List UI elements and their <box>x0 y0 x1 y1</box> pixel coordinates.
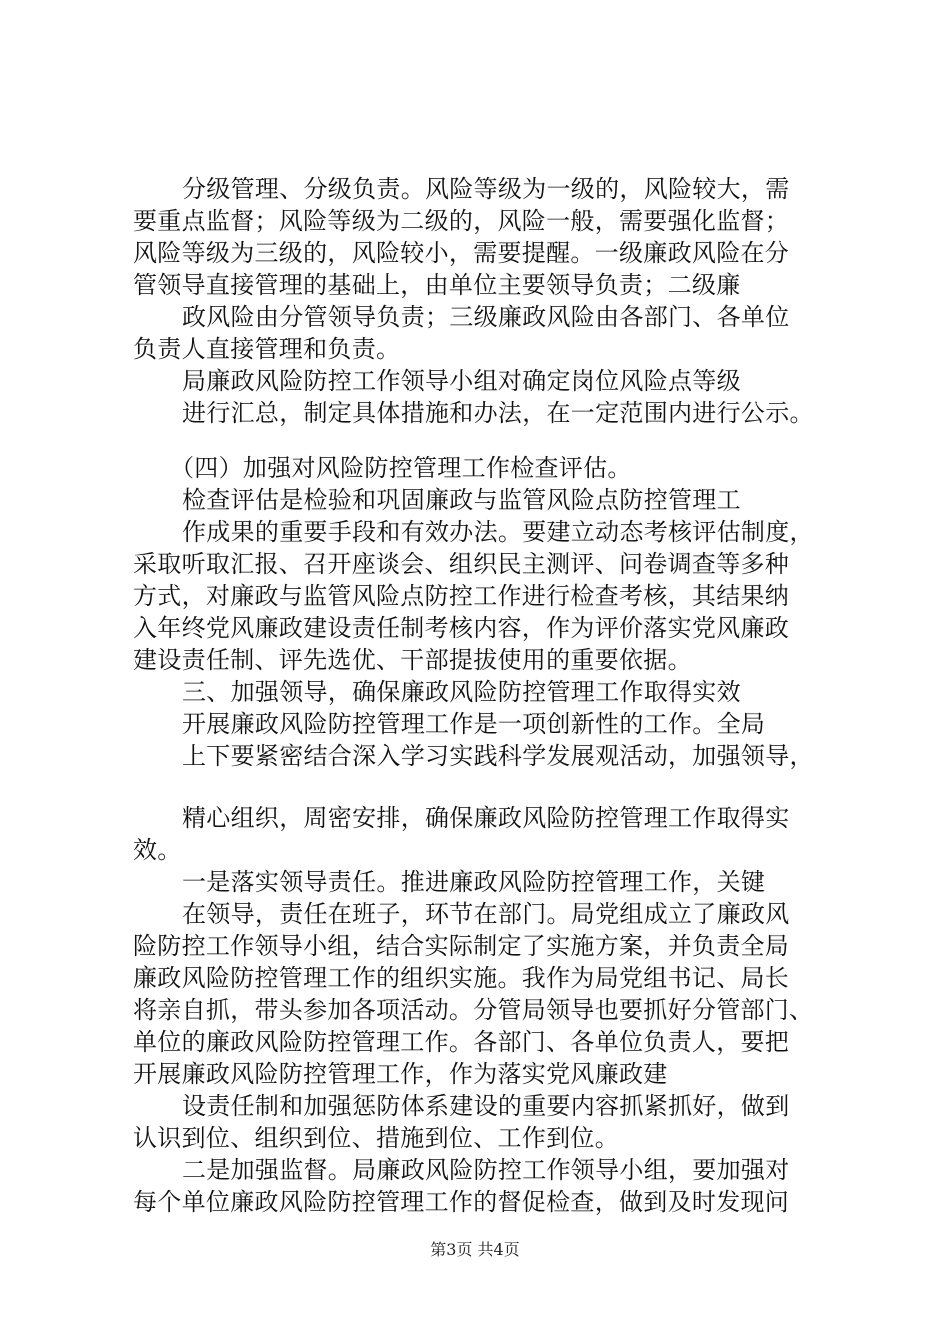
text-line: 风险等级为三级的，风险较小，需要提醒。一级廉政风险在分 <box>133 239 790 267</box>
text-line: 建设责任制、评先选优、干部提拔使用的重要依据。 <box>133 646 692 674</box>
text-line: 方式，对廉政与监管风险点防控工作进行检查考核，其结果纳 <box>133 582 790 610</box>
text-line: 入年终党风廉政建设责任制考核内容，作为评价落实党风廉政 <box>133 614 790 642</box>
section-heading: 三、加强领导，确保廉政风险防控管理工作取得实效 <box>182 678 741 706</box>
text-line: 开展廉政风险防控管理工作是一项创新性的工作。全局 <box>182 710 766 738</box>
text-line: 上下要紧密结合深入学习实践科学发展观活动，加强领导， <box>182 742 814 770</box>
text-line: 作成果的重要手段和有效办法。要建立动态考核评估制度， <box>182 518 814 546</box>
text-line: 设责任制和加强惩防体系建设的重要内容抓紧抓好，做到 <box>182 1092 790 1120</box>
page-number-footer: 第3页 共4页 <box>430 1240 520 1259</box>
text-line: 二是加强监督。局廉政风险防控工作领导小组，要加强对 <box>182 1156 790 1184</box>
text-line: 一是落实领导责任。推进廉政风险防控管理工作，关键 <box>182 868 766 896</box>
text-line: 分级管理、分级负责。风险等级为一级的，风险较大，需 <box>182 175 790 203</box>
text-line: 局廉政风险防控工作领导小组对确定岗位风险点等级 <box>182 367 741 395</box>
text-line: 认识到位、组织到位、措施到位、工作到位。 <box>133 1124 619 1152</box>
text-line: 精心组织，周密安排，确保廉政风险防控管理工作取得实 <box>182 804 790 832</box>
text-line: 廉政风险防控管理工作的组织实施。我作为局党组书记、局长 <box>133 964 790 992</box>
text-line: 开展廉政风险防控管理工作，作为落实党风廉政建 <box>133 1060 668 1088</box>
section-heading: （四）加强对风险防控管理工作检查评估。 <box>170 454 632 482</box>
text-line: 险防控工作领导小组，结合实际制定了实施方案，并负责全局 <box>133 932 790 960</box>
text-line: 管领导直接管理的基础上，由单位主要领导负责；二级廉 <box>133 271 741 299</box>
text-line: 将亲自抓，带头参加各项活动。分管局领导也要抓好分管部门、 <box>133 996 814 1024</box>
text-line: 要重点监督；风险等级为二级的，风险一般，需要强化监督； <box>133 207 790 235</box>
text-line: 采取听取汇报、召开座谈会、组织民主测评、问卷调查等多种 <box>133 550 790 578</box>
text-line: 进行汇总，制定具体措施和办法，在一定范围内进行公示。 <box>182 399 814 427</box>
text-line: 单位的廉政风险防控管理工作。各部门、各单位负责人，要把 <box>133 1028 790 1056</box>
text-line: 每个单位廉政风险防控管理工作的督促检查，做到及时发现问 <box>133 1188 790 1216</box>
text-line: 在领导，责任在班子，环节在部门。局党组成立了廉政风 <box>182 900 790 928</box>
text-line: 政风险由分管领导负责；三级廉政风险由各部门、各单位 <box>182 303 790 331</box>
text-line: 效。 <box>133 836 182 864</box>
text-line: 负责人直接管理和负责。 <box>133 335 401 363</box>
text-line: 检查评估是检验和巩固廉政与监管风险点防控管理工 <box>182 486 741 514</box>
